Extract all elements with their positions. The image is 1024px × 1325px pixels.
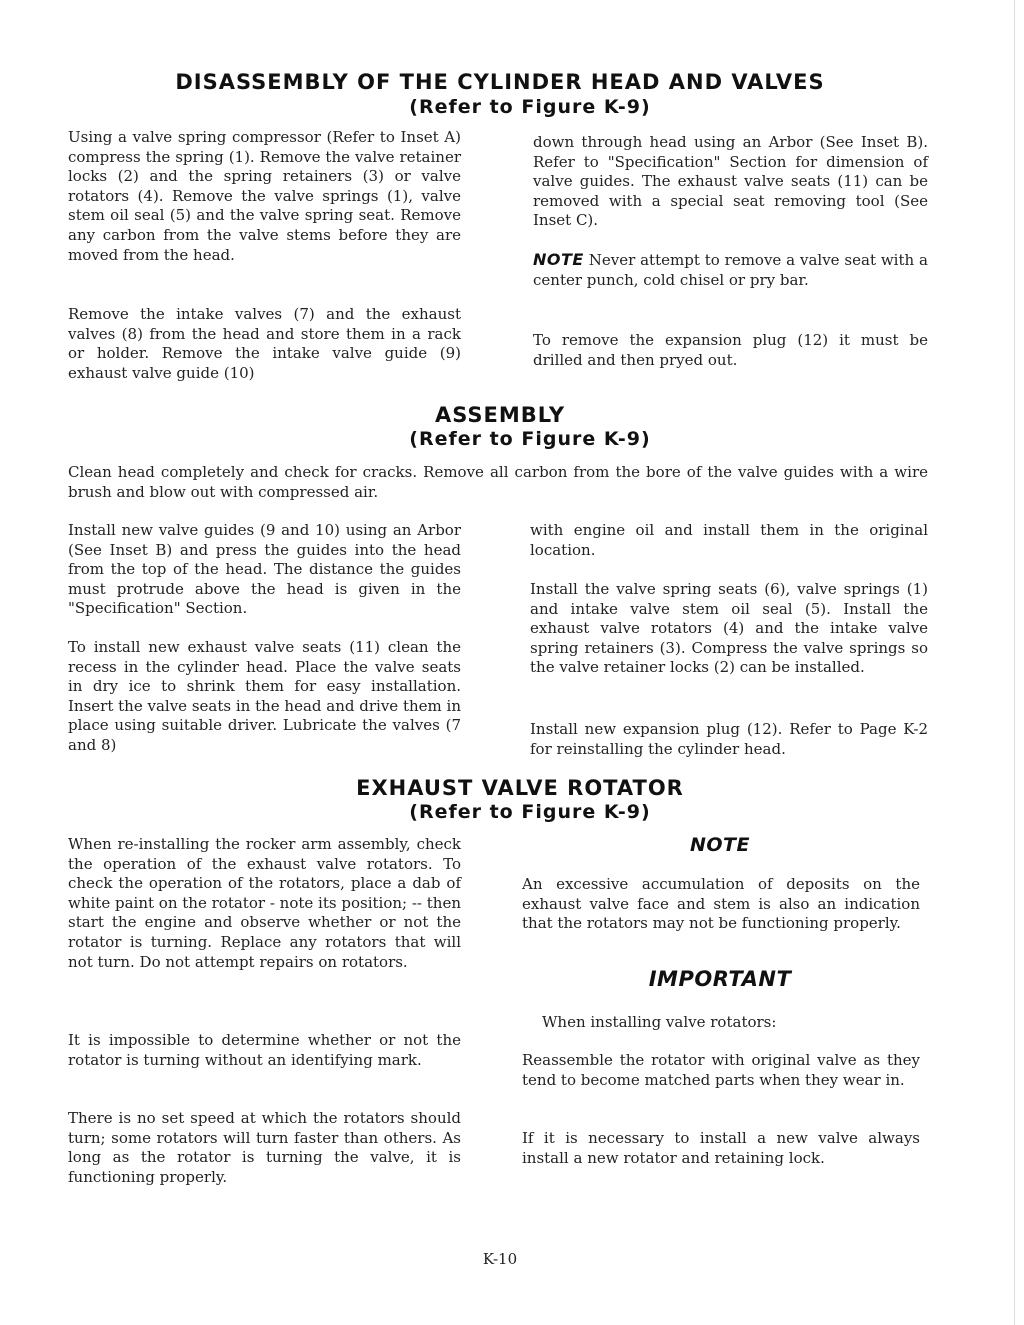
assembly-left-paragraph-2: To install new exhaust valve seats (11) clean the recess in the cylinder head. Place the valve seats in dry ice to shrink them for easy installation. Insert the valve seats in the head and drive them in place using suitable driver. Lubricate the valves (7 and 8) [68,638,461,754]
disassembly-note [533,250,928,290]
scan-edge-line [1014,0,1015,1325]
assembly-right-paragraph-1: with engine oil and install them in the original location. [530,521,928,559]
rotator-note-text: An excessive accumulation of deposits on the exhaust valve face and stem is also an indication that the rotators may not be functioning properly. [522,875,920,933]
rotator-title: EXHAUST VALVE ROTATOR [356,776,684,800]
rotator-left-paragraph-1: When re-installing the rocker arm assembly, check the operation of the exhaust valve rotators. To check the operation of the rotators, place a dab of white paint on the rotator - note its position; -- then start the engine and observe whether or not the rotator is turning. Replace any rotators that will not turn. Do not attempt repairs on rotators. [68,835,461,971]
page-number: K-10 [482,1250,518,1268]
disassembly-subtitle: (Refer to Figure K-9) [409,96,651,118]
note-text: Never attempt to remove a valve seat with a center punch, cold chisel or pry bar. [533,251,928,289]
rotator-important-intro: When installing valve rotators: [542,1013,777,1031]
rotator-left-paragraph-3: There is no set speed at which the rotators should turn; some rotators will turn faster than others. As long as the rotator is turning the valve, it is functioning properly. [68,1109,461,1186]
rotator-left-paragraph-2: It is impossible to determine whether or not the rotator is turning without an identifying mark. [68,1031,461,1069]
disassembly-left-paragraph-2: Remove the intake valves (7) and the exhaust valves (8) from the head and store them in a rack or holder. Remove the intake valve guide (9) exhaust valve guide (10) [68,305,461,382]
rotator-note-heading: NOTE [690,834,750,856]
disassembly-right-paragraph-1: down through head using an Arbor (See Inset B). Refer to "Specification" Section for dimension of valve guides. The exhaust valve seats (11) can be removed with a special seat removing tool (See Inset C). [533,133,928,230]
assembly-right-paragraph-2: Install the valve spring seats (6), valve springs (1) and intake valve stem oil seal (5). Install the exhaust valve rotators (4) and the intake valve spring retainers (3). Compress the valve springs so the valve retainer locks (2) can be installed. [530,580,928,677]
assembly-subtitle: (Refer to Figure K-9) [409,428,651,450]
assembly-right-paragraph-3: Install new expansion plug (12). Refer to Page K-2 for reinstalling the cylinder head. [530,720,928,758]
assembly-intro: Clean head completely and check for cracks. Remove all carbon from the bore of the valve guides with a wire brush and blow out with compressed air. [68,463,928,501]
disassembly-right-paragraph-2: To remove the expansion plug (12) it must be drilled and then pryed out. [533,331,928,369]
rotator-subtitle: (Refer to Figure K-9) [409,801,651,823]
disassembly-title: DISASSEMBLY OF THE CYLINDER HEAD AND VALVES [175,70,825,94]
rotator-important-heading: IMPORTANT [648,967,792,991]
disassembly-left-paragraph-1: Using a valve spring compressor (Refer to Inset A) compress the spring (1). Remove the valve retainer locks (2) and the spring retainers (3) or valve rotators (4). Remove the valve springs (1), valve stem oil seal (5) and the valve spring seat. Remove any carbon from the valve stems before they are moved from the head. [68,128,461,264]
note-label: NOTE [533,250,584,269]
rotator-important-paragraph-1: Reassemble the rotator with original valve as they tend to become matched parts when they wear in. [522,1051,920,1089]
assembly-title: ASSEMBLY [434,403,566,427]
assembly-left-paragraph-1: Install new valve guides (9 and 10) using an Arbor (See Inset B) and press the guides into the head from the top of the head. The distance the guides must protrude above the head is given in the "Specification" Section. [68,521,461,618]
rotator-important-paragraph-2: If it is necessary to install a new valve always install a new rotator and retaining lock. [522,1129,920,1167]
